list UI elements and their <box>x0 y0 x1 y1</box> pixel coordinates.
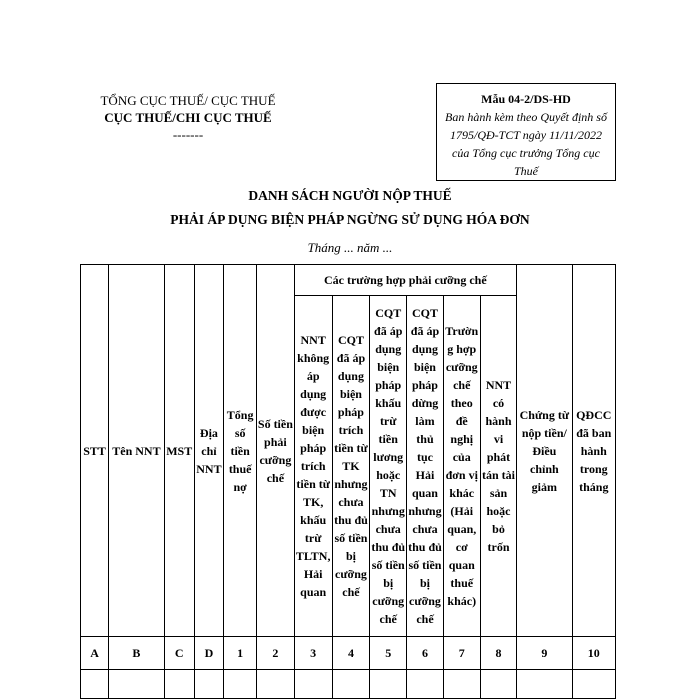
col-header-case-4: CQT đã áp dụng biện pháp trích tiền từ TK nhưng chưa thu đủ số tiền bị cưỡng chế <box>332 296 369 637</box>
reporting-period: Tháng ... năm ... <box>307 240 393 255</box>
col-header-tong-no: Tổng số tiền thuế nợ <box>224 265 257 637</box>
form-code: Mẫu 04-2/DS-HD <box>481 92 571 106</box>
column-code: 3 <box>294 637 332 670</box>
col-header-case-8: NNT có hành vi phát tán tài sản hoặc bỏ trốn <box>480 296 516 637</box>
column-code: 4 <box>332 637 369 670</box>
col-header-dia-chi: Địa chỉ NNT <box>194 265 223 637</box>
col-header-stt: STT <box>81 265 109 637</box>
col-header-chung-tu: Chứng từ nộp tiền/Điều chỉnh giảm <box>517 265 572 637</box>
column-code: D <box>194 637 223 670</box>
col-header-case-7: Trường hợp cưỡng chế theo đề nghị của đơn vị khác (Hải quan, cơ quan thuế khác) <box>443 296 480 637</box>
column-code-row <box>81 637 616 670</box>
agency-line-2: CỤC THUẾ/CHI CỤC THUẾ <box>104 110 272 125</box>
column-code: 7 <box>443 637 480 670</box>
column-code: 5 <box>370 637 407 670</box>
document-title-line-2: PHẢI ÁP DỤNG BIỆN PHÁP NGỪNG SỬ DỤNG HÓA ĐƠN <box>170 212 530 227</box>
column-code: 6 <box>407 637 443 670</box>
column-code: 2 <box>257 637 294 670</box>
agency-line-1: TỔNG CỤC THUẾ/ CỤC THUẾ <box>100 93 276 108</box>
col-header-case-3: NNT không áp dụng được biện pháp trích tiền từ TK, khấu trừ TLTN, Hải quan <box>294 296 332 637</box>
column-code: 9 <box>517 637 572 670</box>
form-code-box <box>436 83 616 181</box>
column-code: A <box>81 637 109 670</box>
column-code: 8 <box>480 637 516 670</box>
issuing-agency-block <box>88 92 288 143</box>
taxpayer-table <box>80 264 616 699</box>
col-header-case-5: CQT đã áp dụng biện pháp khấu trừ tiền lương hoặc TN nhưng chưa thu đủ số tiền bị cưỡng chế <box>370 296 407 637</box>
agency-divider: ------- <box>172 127 204 142</box>
col-group-header: Các trường hợp phải cưỡng chế <box>294 265 517 296</box>
form-reference: Ban hành kèm theo Quyết định số 1795/QĐ-TCT ngày 11/11/2022 của Tổng cục trưởng Tổng cục Thuế <box>445 110 607 178</box>
column-code: 1 <box>224 637 257 670</box>
document-title-line-1: DANH SÁCH NGƯỜI NỘP THUẾ <box>248 188 452 203</box>
col-header-qdcc: QĐCC đã ban hành trong tháng <box>572 265 615 637</box>
table-row <box>81 670 616 699</box>
col-header-ten-nnt: Tên NNT <box>109 265 164 637</box>
column-code: B <box>109 637 164 670</box>
col-header-mst: MST <box>164 265 194 637</box>
col-header-so-tien-cuong-che: Số tiền phải cưỡng chế <box>257 265 294 637</box>
column-code: C <box>164 637 194 670</box>
column-code: 10 <box>572 637 615 670</box>
col-header-case-6: CQT đã áp dụng biện pháp dừng làm thủ tục Hải quan nhưng chưa thu đủ số tiền bị cưỡng chế <box>407 296 443 637</box>
